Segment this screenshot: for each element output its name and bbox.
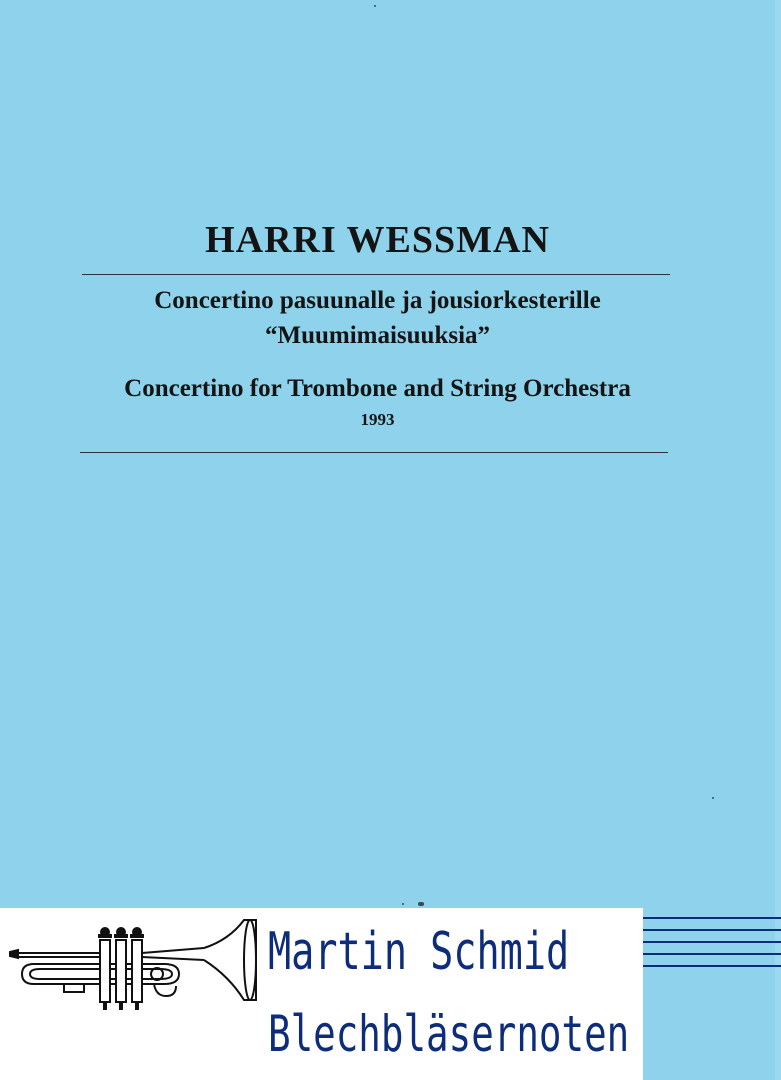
composition-year: 1993 bbox=[360, 410, 395, 429]
brand-tagline: Blechbläsernoten bbox=[268, 1005, 630, 1063]
watermark-banner bbox=[0, 908, 643, 1080]
print-speck bbox=[402, 903, 404, 905]
trumpet-icon bbox=[4, 912, 266, 1018]
print-speck bbox=[374, 5, 376, 7]
print-speck bbox=[418, 902, 424, 906]
bottom-divider bbox=[80, 452, 668, 453]
print-speck bbox=[712, 797, 714, 799]
brand-name: Martin Schmid bbox=[268, 922, 570, 982]
subtitle-finnish: “Muumimaisuuksia” bbox=[264, 322, 491, 349]
composer-name: HARRI WESSMAN bbox=[205, 219, 550, 261]
music-staff-lines bbox=[640, 915, 781, 975]
top-divider bbox=[82, 274, 670, 275]
title-english: Concertino for Trombone and String Orchestra bbox=[124, 375, 631, 402]
title-finnish: Concertino pasuunalle ja jousiorkesterille bbox=[154, 287, 601, 314]
